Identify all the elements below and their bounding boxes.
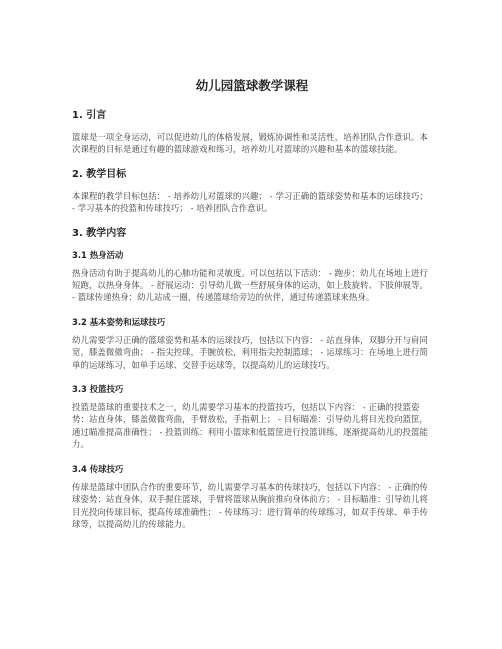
subsection-passing — [72, 463, 432, 531]
subsection-heading: 3.2 基本姿势和运球技巧 — [72, 316, 166, 327]
section-heading: 3. 教学内容 — [72, 227, 127, 239]
subsection-shooting — [72, 383, 432, 451]
section-heading: 1. 引言 — [72, 110, 107, 121]
section-paragraph: 篮球是一项全身运动，可以促进幼儿的体格发展，锻炼协调性和灵活性，培养团队合作意识。本次课程的目标是通过有趣的篮球游戏和练习，培养幼儿对篮球的兴趣和基本的篮球技能。 — [72, 132, 428, 155]
subsection-heading: 3.4 传球技巧 — [72, 463, 124, 474]
subsection-paragraph: 幼儿需要学习正确的篮球姿势和基本的运球技巧，包括以下内容： - 站直身体，双脚分开与肩同宽，膝盖微微弯曲； - 指尖控球，手腕放松，利用指尖控制篮球； - 运球练习：在场地上进行简单的运球练习，如单手运球、交替手运球等，以提高幼儿的运球技巧。 — [72, 334, 428, 370]
subsection-paragraph: 热身活动有助于提高幼儿的心肺功能和灵敏度。可以包括以下活动： - 跑步：幼儿在场地上进行短跑，以热身身体。 - 舒展运动：引导幼儿做一些舒展身体的运动，如上肢旋转、下肢伸展等。 - 篮球传递热身：幼儿站成一圈，传递篮球给旁边的伙伴，通过传递篮球来热身。 — [72, 267, 428, 303]
subsection-paragraph: 投篮是篮球的重要技术之一，幼儿需要学习基本的投篮技巧，包括以下内容： - 正确的投篮姿势：站直身体，膝盖微微弯曲，手臂放松，手指朝上； - 目标瞄准：引导幼儿将目光投向篮筐，通过瞄准提高准确性； - 投篮训练：利用小篮球和低篮筐进行投篮训练，逐渐提高幼儿的投篮能力。 — [72, 402, 428, 450]
subsection-dribbling — [72, 316, 432, 371]
subsection-heading: 3.1 热身活动 — [72, 249, 124, 260]
section-teaching-content — [72, 227, 432, 531]
subsection-warmup — [72, 249, 432, 304]
section-heading: 2. 教学目标 — [72, 168, 127, 180]
section-teaching-goals — [72, 168, 432, 215]
subsection-heading: 3.3 投篮技巧 — [72, 384, 124, 395]
section-paragraph: 本课程的教学目标包括： - 培养幼儿对篮球的兴趣； - 学习正确的篮球姿势和基本的运球技巧； - 学习基本的投篮和传球技巧； - 培养团队合作意识。 — [72, 190, 428, 214]
section-introduction — [72, 109, 432, 156]
document-title: 幼儿园篮球教学课程 — [195, 78, 309, 93]
subsection-paragraph: 传球是篮球中团队合作的重要环节，幼儿需要学习基本的传球技巧，包括以下内容： - 正确的传球姿势：站直身体，双手握住篮球，手臂将篮球从胸前推向身体前方； - 目标瞄准：引导幼儿将目光投向传球目标，提高传球准确性； - 传球练习：进行简单的传球练习，如双手传球、单手传球等，以提高幼儿的传球能力。 — [72, 481, 428, 529]
